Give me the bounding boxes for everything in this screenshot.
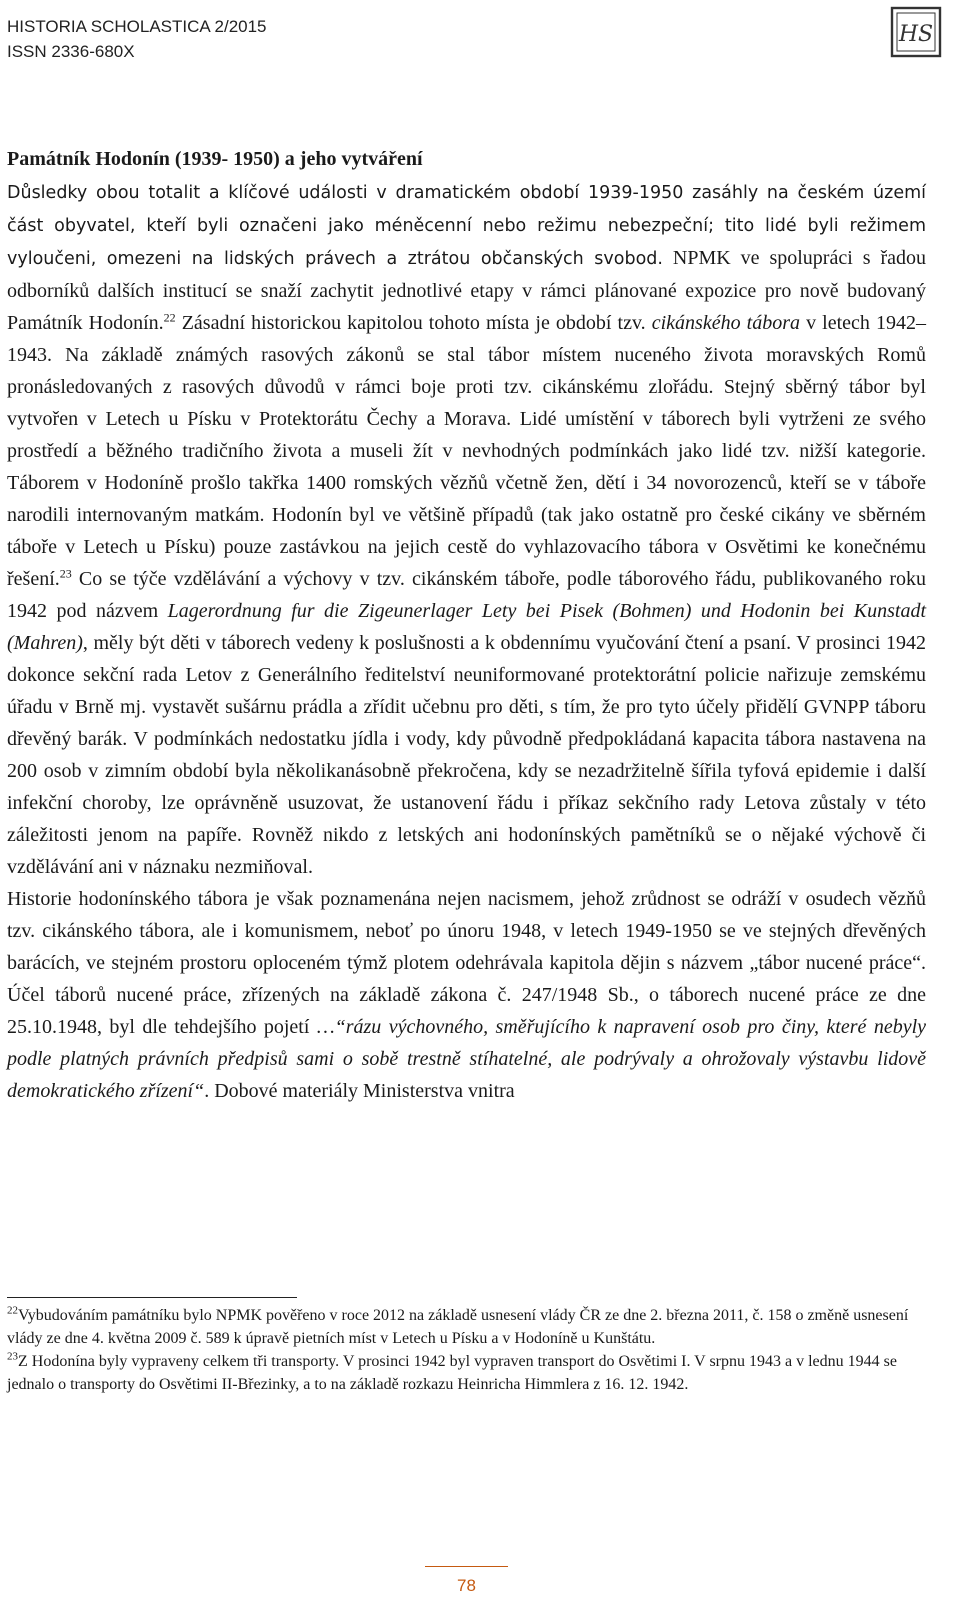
section-heading: Památník Hodonín (1939- 1950) a jeho vytváření (7, 148, 423, 170)
body-paragraph (7, 176, 926, 883)
journal-title: HISTORIA SCHOLASTICA 2/2015 (7, 17, 267, 36)
footnote-number: 23 (7, 1350, 18, 1363)
footnote-text: Z Hodonína byly vypraveny celkem tři transporty. V prosinci 1942 byl vypraven transport do Osvětimi I. V srpnu 1943 a v lednu 1944 se jednalo o transporty do Osvětimi II-Březinky, a to na základě rozkazu Heinricha Himmlera z 16. 12. 1942. (7, 1353, 897, 1393)
paragraph-text: v letech 1942–1943. Na základě známých rasových zákonů se stal tábor místem nuceného života moravských Romů pronásledovaných z rasových důvodů v rámci boje proti tzv. cikánskému zlořádu. Stejný sběrný tábor byl vytvořen v Letech u Písku v Protektorátu Čechy a Morava. Lidé umístění v táborech byli vytrženi ze svého prostředí a běžného tradičního života a museli žít v nevhodných podmínkách jako lidé tzv. nižší kategorie. Táborem v Hodoníně prošlo takřka 1400 romských vězňů včetně žen, dětí i 34 novorozenců, kteří se v táboře narodili internovaným matkám. Hodonín byl ve většině případů (tak jako ostatně pro české cikány ve sběrném táboře v Letech u Písku) pouze zastávkou na jejich cestě do vyhlazovacího tábora v Osvětimi ke konečnému řešení. (7, 312, 926, 590)
running-header (7, 14, 267, 64)
footnote-number: 22 (7, 1304, 18, 1317)
footnote-ref[interactable]: 22 (163, 310, 176, 325)
paragraph-text: Zásadní historickou kapitolou tohoto místa je období tzv. (175, 312, 652, 334)
footnote (7, 1304, 912, 1350)
page-number-rule (425, 1566, 508, 1567)
paragraph-text: Důsledky obou totalit a klíčové události v dramatickém období 1939-1950 zasáhly na českém území část obyvatel, kteří byli označeni jako méněcenní nebo režimu nebezpeční; tito lidé byli režimem vyloučeni, omezeni na lidských právech a ztrátou občanských svobod. (7, 183, 926, 269)
hs-monogram-icon (886, 6, 946, 66)
article-body (7, 143, 926, 1107)
page-number: 78 (457, 1576, 476, 1595)
footnote-text: Vybudováním památníku bylo NPMK pověřeno v roce 2012 na základě usnesení vlády ČR ze dne 2. března 2011, č. 158 o změně usnesení vlády ze dne 4. května 2009 č. 589 k úpravě pietních míst v Letech u Písku a v Hodoníně u Kunštátu. (7, 1307, 909, 1347)
journal-logo (886, 6, 946, 66)
footnote (7, 1350, 912, 1396)
paragraph-text: , měly být děti v táborech vedeny k poslušnosti a k obdennímu vyučování čtení a psaní. V prosinci 1942 dokonce sekční rada Letov z Generálního ředitelství neuniformované protektorátní policie nařizuje zemskému úřadu v Brně mj. vystavět sušárnu prádla a zřídit učebnu pro děti, s tím, že pro tyto účely přidělí GVNPP táboru dřevěný barák. V podmínkách nedostatku jídla i vody, kdy původně předpokládaná kapacita tábora nastavena na 200 osob v zimním období byla několikanásobně překročena, kdy se nezadržitelně šířila tyfová epidemie i další infekční choroby, lze oprávněně usuzovat, že ustanovení řádu i příkaz sekčního rady Letova zůstaly v této záležitosti jenom na papíře. Rovněž nikdo z letských ani hodonínských pamětníků se o nějaké výchově či vzdělávání ani v náznaku nezmiňoval. (7, 632, 926, 878)
journal-issn: ISSN 2336-680X (7, 42, 135, 61)
footnote-ref[interactable]: 23 (59, 566, 72, 581)
paragraph-text: NPMK ve spolupráci s řadou odborníků dalších institucí se snaží zachytit jednotlivé etapy v rámci plánované expozice pro nově budovaný Památník Hodonín. (7, 247, 926, 334)
paragraph-text: Co se týče vzdělávání a výchovy v tzv. cikánském táboře, podle táborového řádu, publikovaného roku 1942 pod názvem (7, 568, 926, 622)
paragraph-text: Historie hodonínského tábora je však poznamenána nejen nacismem, jehož zrůdnost se odráží v osudech vězňů tzv. cikánského tábora, ale i komunismem, neboť po únoru 1948, v letech 1949-1950 se ve stejných dřevěných barácích, ve stejném prostoru oploceném týmž plotem odehrávala kapitola dějin s názvem „tábor nucené práce“. Účel táborů nucené práce, zřízených na základě zákona č. 247/1948 Sb., o táborech nucené práce ze dne 25.10.1948, byl dle tehdejšího pojetí (7, 888, 926, 1038)
body-paragraph (7, 883, 926, 1107)
paragraph-text: . Dobové materiály Ministerstva vnitra (204, 1080, 515, 1102)
logo-monogram-text: HS (898, 22, 934, 47)
quotation-text: …“rázu výchovného, směřujícího k napravení osob pro činy, které nebyly podle platných právních předpisů sami o sobě trestně stíhatelné, ale podrývaly a ohrožovaly výstavbu lidově demokratického zřízení“ (7, 1016, 927, 1102)
footnote-separator (7, 1297, 297, 1298)
emphasis-text: Lagerordnung fur die Zigeunerlager Lety bei Pisek (Bohmen) und Hodonin bei Kunstadt (Mahren) (7, 600, 927, 654)
footnotes (7, 1304, 912, 1396)
emphasis-text: cikánského tábora (651, 312, 801, 334)
